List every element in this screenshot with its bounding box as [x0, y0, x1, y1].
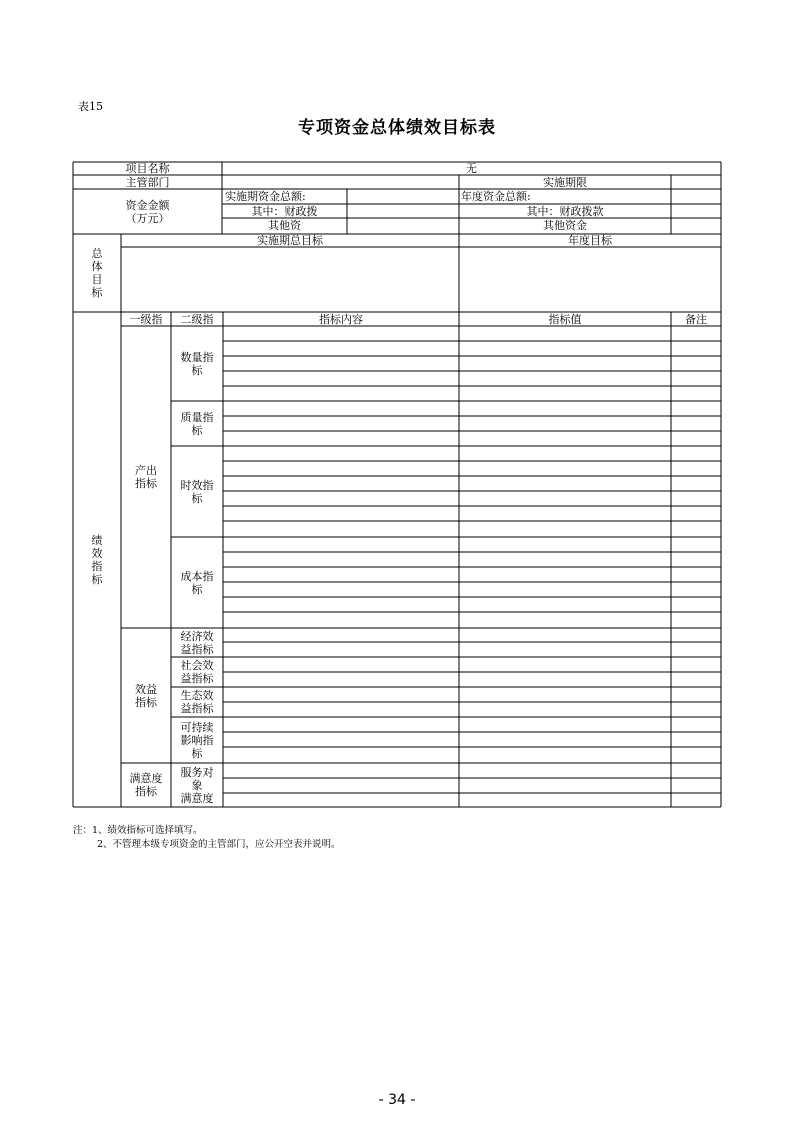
overall-goal-side-label: 总 体 目 标	[91, 247, 103, 299]
table-number-label: 表15	[78, 100, 103, 113]
annual-total-funds-label: 年度资金总额:	[461, 190, 531, 203]
annual-other-funds-label: 其他资金	[543, 218, 587, 232]
remark-column-header: 备注	[685, 312, 707, 326]
economic-benefit-label: 经济效 益指标	[180, 629, 214, 656]
note-line-2: 2、不管理本级专项资金的主管部门，应公开空表并说明。	[97, 839, 341, 850]
period-other-funds-label: 其他资	[268, 218, 301, 232]
quality-indicator-label: 质量指 标	[180, 410, 214, 437]
annual-goal-header: 年度目标	[568, 234, 612, 247]
satisfaction-indicator-label: 满意度 指标	[129, 772, 163, 798]
level1-column-header: 一级指	[129, 312, 163, 326]
funds-label: 资金金额 （万元）	[125, 198, 170, 225]
value-column-header: 指标值	[548, 312, 582, 326]
project-name-value: 无	[466, 162, 477, 175]
project-name-label: 项目名称	[125, 162, 170, 175]
benefit-indicator-label: 效益 指标	[135, 682, 157, 709]
period-goal-header: 实施期总目标	[257, 234, 323, 247]
cost-indicator-label: 成本指 标	[180, 569, 214, 596]
page-title: 专项资金总体绩效目标表	[298, 118, 496, 138]
social-benefit-label: 社会效 益指标	[180, 659, 214, 685]
quantity-indicator-label: 数量指 标	[180, 350, 214, 377]
department-label: 主管部门	[125, 175, 170, 189]
note-line-1: 注：1、绩效指标可选择填写。	[73, 825, 203, 836]
period-fiscal-funds-label: 其中：财政拨	[251, 204, 318, 218]
ecological-benefit-label: 生态效 益指标	[180, 689, 214, 715]
output-indicator-label: 产出 指标	[135, 464, 157, 490]
performance-indicators-side-label: 绩 效 指 标	[91, 533, 103, 586]
page-number: - 34 -	[378, 1092, 416, 1108]
period-total-funds-label: 实施期资金总额:	[225, 190, 306, 203]
service-satisfaction-label: 服务对 象 满意度	[180, 765, 214, 805]
annual-fiscal-funds-label: 其中：财政拨款	[526, 204, 604, 218]
period-label: 实施期限	[543, 175, 587, 189]
sustainable-impact-label: 可持续 影响指 标	[180, 720, 214, 760]
timeliness-indicator-label: 时效指 标	[180, 478, 214, 505]
level2-column-header: 二级指	[180, 312, 214, 326]
content-column-header: 指标内容	[319, 312, 363, 326]
